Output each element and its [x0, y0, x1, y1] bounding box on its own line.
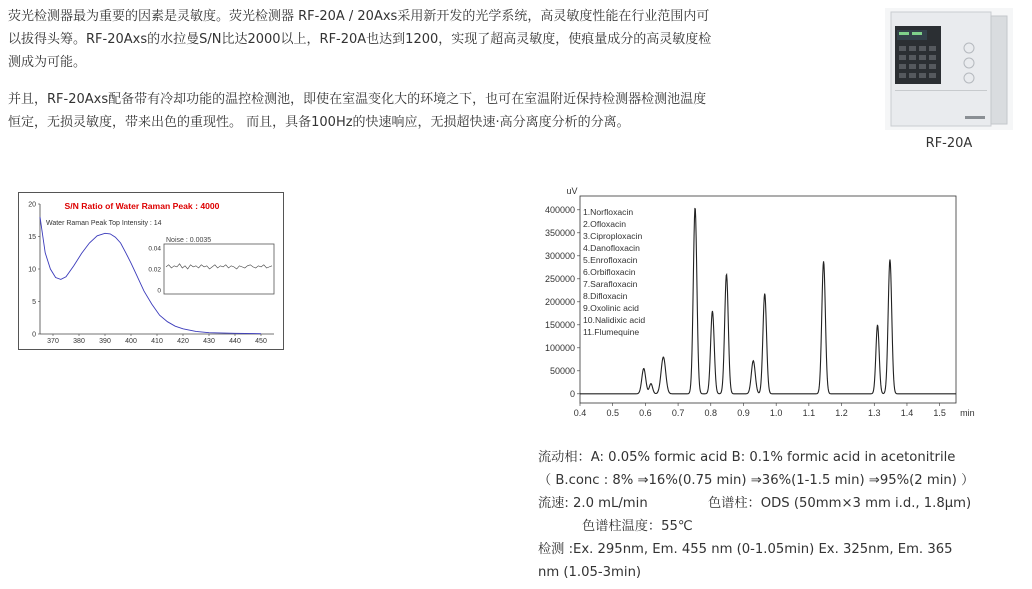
inset-y-tick-label: 0.02	[148, 266, 161, 274]
x-tick-label: 380	[73, 338, 85, 345]
legend-entry: 7.Sarafloxacin	[583, 279, 638, 289]
x-tick-label: 0.9	[737, 408, 750, 418]
x-tick-label: 410	[151, 338, 163, 345]
legend-entry: 3.Ciproploxacin	[583, 231, 643, 241]
x-tick-label: 1.0	[769, 408, 783, 418]
text-line: 测成为可能。	[8, 55, 87, 70]
inset-y-tick-label: 0	[157, 287, 161, 295]
detection-text-continued: nm (1.05-3min)	[538, 565, 642, 580]
legend-entry: 11.Flumequine	[583, 327, 640, 337]
x-tick-label: 420	[177, 338, 189, 345]
y-tick-label: 250000	[544, 273, 575, 284]
legend-entry: 10.Nalidixic acid	[583, 315, 646, 325]
chromatogram-chart	[538, 186, 975, 422]
y-tick-label: 0	[32, 331, 36, 339]
text-line: 荧光检测器最为重要的因素是灵敏度。荧光检测器 RF-20A / 20Axs采用新开发的光学系统，高灵敏度性能在行业范围内可	[8, 9, 710, 24]
chart-annotation: Water Raman Peak Top Intensity : 14	[46, 220, 162, 227]
y-tick-label: 50000	[549, 365, 575, 376]
y-tick-label: 150000	[544, 319, 575, 330]
flow-rate-text: 流速: 2.0 mL/min	[538, 496, 648, 511]
device-caption: RF-20A	[925, 136, 973, 151]
intro-paragraph-2	[8, 88, 828, 134]
water-raman-spectrum-chart	[18, 192, 284, 350]
y-tick-label: 15	[28, 234, 36, 241]
x-tick-label: 440	[229, 338, 241, 345]
x-tick-label: 390	[99, 338, 111, 345]
y-tick-label: 10	[28, 266, 36, 274]
x-tick-label: 1.4	[900, 408, 914, 418]
gradient-text: （ B.conc : 8% ⇒16%(0.75 min) ⇒36%(1-1.5 min) ⇒95%(2 min) ）	[538, 473, 975, 488]
x-axis-label: min	[960, 408, 975, 418]
legend-entry: 2.Ofloxacin	[583, 219, 626, 229]
y-tick-label: 0	[569, 388, 575, 399]
legend-entry: 4.Danofloxacin	[583, 243, 640, 253]
x-tick-label: 1.1	[802, 408, 816, 418]
column-temperature-text: 色谱柱温度：55℃	[582, 519, 693, 534]
y-tick-label: 400000	[544, 204, 575, 215]
legend-entry: 8.Difloxacin	[583, 291, 628, 301]
x-tick-label: 370	[47, 338, 59, 345]
text-line: 恒定，无损灵敏度，带来出色的重现性。 而且，具备100Hz的快速响应，无损超快速·高分离度分析的分离。	[8, 115, 630, 130]
x-tick-label: 1.5	[933, 408, 946, 418]
y-tick-label: 100000	[544, 342, 575, 353]
x-tick-label: 0.7	[671, 408, 685, 418]
x-tick-label: 1.3	[868, 408, 881, 418]
x-tick-label: 1.2	[835, 408, 848, 418]
rf20a-detector-image	[885, 8, 1013, 130]
legend-entry: 1.Norfloxacin	[583, 207, 634, 217]
mobile-phase-text: 流动相：A: 0.05% formic acid B: 0.1% formic acid in acetonitrile	[538, 450, 956, 465]
text-line: 并且，RF-20Axs配备带有冷却功能的温控检测池，即使在室温变化大的环境之下，也可在室温附近保持检测器检测池温度	[8, 92, 707, 107]
x-tick-label: 400	[125, 338, 137, 345]
detection-text: 检测 :Ex. 295nm, Em. 455 nm (0-1.05min) Ex. 325nm, Em. 365	[538, 542, 953, 557]
y-tick-label: 5	[32, 299, 36, 306]
chart-title: S/N Ratio of Water Raman Peak : 4000	[64, 201, 220, 211]
legend-entry: 9.Oxolinic acid	[583, 303, 639, 313]
x-tick-label: 430	[203, 338, 215, 345]
y-tick-label: 200000	[544, 296, 575, 307]
x-tick-label: 0.6	[639, 408, 652, 418]
text-line: 以拔得头筹。RF-20Axs的水拉曼S/N比达2000以上，RF-20A也达到1200，实现了超高灵敏度，使痕量成分的高灵敏度检	[8, 32, 712, 47]
legend-entry: 6.Orbifloxacin	[583, 267, 636, 277]
legend-entry: 5.Enrofloxacin	[583, 255, 638, 265]
y-tick-label: 20	[28, 201, 36, 209]
noise-inset-label: Noise : 0.0035	[166, 237, 212, 244]
y-axis-label: uV	[566, 186, 578, 196]
x-tick-label: 0.4	[573, 408, 587, 418]
x-tick-label: 450	[255, 338, 267, 345]
y-tick-label: 350000	[544, 227, 575, 238]
inset-y-tick-label: 0.04	[148, 245, 161, 253]
x-tick-label: 0.8	[704, 408, 718, 418]
noise-inset-box	[164, 244, 274, 294]
column-text: 色谱柱：ODS (50mm×3 mm i.d., 1.8μm)	[708, 496, 972, 511]
x-tick-label: 0.5	[606, 408, 619, 418]
y-tick-label: 300000	[544, 250, 575, 261]
intro-paragraph-1	[8, 5, 828, 74]
